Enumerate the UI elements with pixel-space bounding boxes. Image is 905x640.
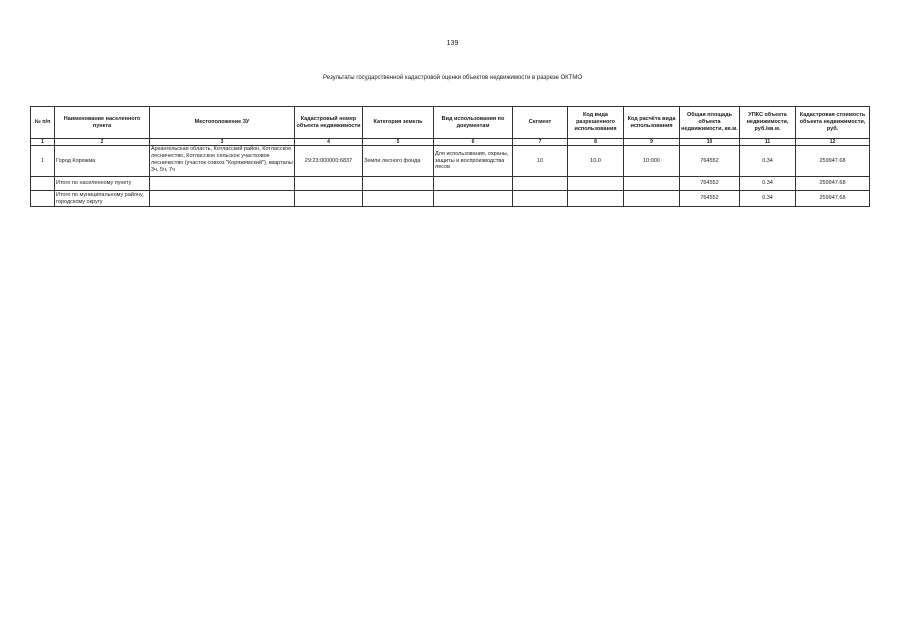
column-number: 1: [31, 139, 55, 146]
header-row: [31, 107, 870, 139]
column-number: 2: [55, 139, 150, 146]
area-cell: 764552: [680, 146, 740, 177]
district-total-row: [31, 191, 870, 207]
document-title: Результаты государственной кадастровой оценки объектов недвижимости в разрезе ОКТМО: [323, 75, 582, 81]
header-cell: Код расчёта вида использования: [624, 107, 680, 139]
column-number: 3: [150, 139, 295, 146]
district-total-value: 259947.68: [796, 191, 870, 207]
row-number: 1: [31, 146, 55, 177]
location-cell: Архангельская область, Котласский район, Котласское лесничество, Котласское сельское участковое лесничество (участок совхоз "Коряжемский"), кварталы 3ч, 5ч, 7ч: [150, 146, 295, 177]
header-cell: Категория земель: [363, 107, 434, 139]
column-number: 6: [434, 139, 513, 146]
district-total-label: Итого по муниципальному району, городскому округу: [55, 191, 150, 207]
header-cell: Наименование населенного пункта: [55, 107, 150, 139]
settlement-total-upks: 0.34: [740, 177, 796, 191]
permitted-use-code-cell: 10.0: [568, 146, 624, 177]
column-number: 7: [513, 139, 568, 146]
land-category-cell: Земли лесного фонда: [363, 146, 434, 177]
header-cell: Кадастровая стоимость объекта недвижимости, руб.: [796, 107, 870, 139]
header-cell: Вид использования по документам: [434, 107, 513, 139]
settlement-total-row: [31, 177, 870, 191]
header-cell: УПКС объекта недвижимости, руб./кв.м.: [740, 107, 796, 139]
column-number: 5: [363, 139, 434, 146]
header-cell: Сегмент: [513, 107, 568, 139]
column-number: 8: [568, 139, 624, 146]
table-row: [31, 146, 870, 177]
settlement-total-area: 764552: [680, 177, 740, 191]
settlement-cell: Город Коряжма: [55, 146, 150, 177]
cadastral-value-cell: 259947.68: [796, 146, 870, 177]
header-cell: № п/п: [31, 107, 55, 139]
column-number: 12: [796, 139, 870, 146]
page-number: 139: [446, 40, 459, 47]
header-cell: Местоположение ЗУ: [150, 107, 295, 139]
district-total-area: 764552: [680, 191, 740, 207]
settlement-total-value: 259947.68: [796, 177, 870, 191]
settlement-total-label: Итого по населенному пункту: [55, 177, 150, 191]
header-cell: Код вида разрешенного использования: [568, 107, 624, 139]
column-number: 9: [624, 139, 680, 146]
usage-type-cell: Для использования, охраны, защиты и воспроизводства лесов: [434, 146, 513, 177]
district-total-upks: 0.34: [740, 191, 796, 207]
segment-cell: 10: [513, 146, 568, 177]
calc-code-cell: 10:000: [624, 146, 680, 177]
valuation-table: [30, 106, 870, 207]
column-number: 11: [740, 139, 796, 146]
header-cell: Кадастровый номер объекта недвижимости: [295, 107, 363, 139]
column-number: 10: [680, 139, 740, 146]
column-number: 4: [295, 139, 363, 146]
cadastral-number-cell: 29:23:000000:6837: [295, 146, 363, 177]
column-number-row: [31, 139, 870, 146]
header-cell: Общая площадь объекта недвижимости, кв.м.: [680, 107, 740, 139]
upks-cell: 0.34: [740, 146, 796, 177]
